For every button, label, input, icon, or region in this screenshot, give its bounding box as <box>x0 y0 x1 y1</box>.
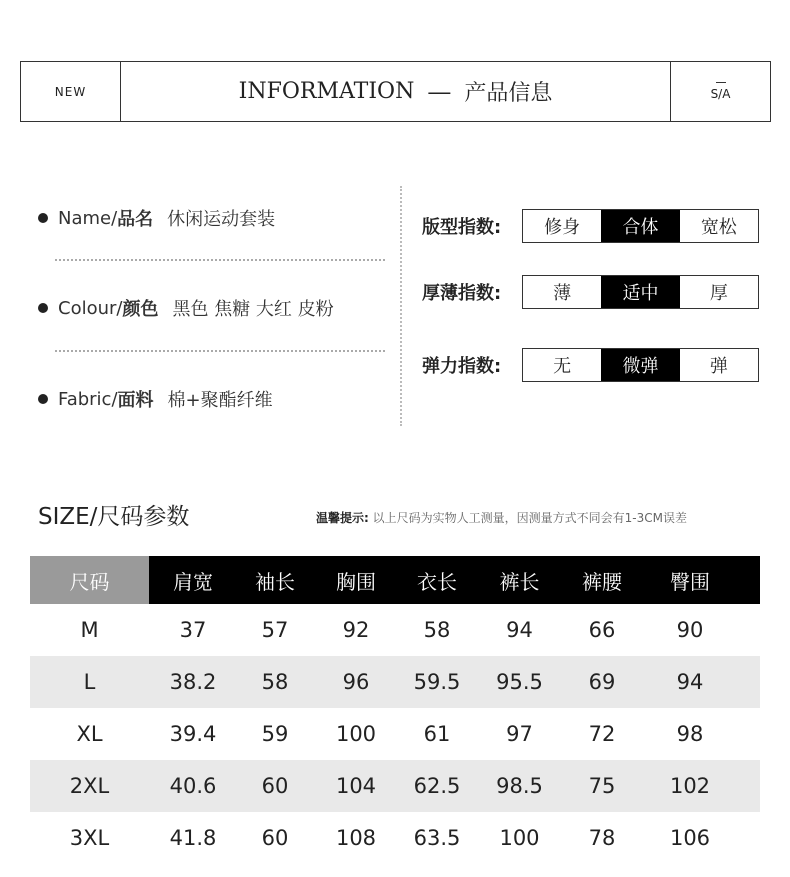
info-colour <box>38 295 334 321</box>
new-label: NEW <box>21 62 121 121</box>
table-cell: 90 <box>676 618 704 642</box>
table-cell: M <box>80 618 99 642</box>
info-colour-value: 黑色 焦糖 大红 皮粉 <box>172 299 334 320</box>
table-cell: 75 <box>588 774 616 798</box>
table-cell: 2XL <box>69 774 110 798</box>
elasticity-index-options <box>522 348 759 382</box>
table-cell: 60 <box>261 826 289 850</box>
table-cell: 108 <box>335 826 377 850</box>
bullet-icon <box>38 394 48 404</box>
table-cell: 98 <box>676 722 704 746</box>
table-header-cell: 尺码 <box>30 556 149 604</box>
table-cell: 60 <box>261 774 289 798</box>
header-title <box>121 62 670 121</box>
table-cell: 58 <box>423 618 451 642</box>
table-cell: 94 <box>506 618 533 642</box>
table-cell: 94 <box>676 670 704 694</box>
fit-option-loose: 宽松 <box>700 217 737 238</box>
table-cell: 38.2 <box>169 670 217 694</box>
info-colour-en: Colour/ <box>58 297 123 319</box>
elasticity-index <box>422 348 759 382</box>
sa-label: S/A <box>710 87 731 101</box>
info-name <box>38 205 275 231</box>
size-tip-text: 以上尺码为实物人工测量，因测量方式不同会有1-3CM误差 <box>372 511 687 525</box>
info-name-cn: 品名 <box>117 209 154 230</box>
table-cell: 69 <box>588 670 616 694</box>
table-cell: L <box>83 670 96 694</box>
table-cell: 100 <box>335 722 377 746</box>
info-name-en: Name/ <box>58 207 118 229</box>
table-header-cell: 衣长 <box>417 569 457 594</box>
table-header-cell: 臀围 <box>670 569 710 594</box>
elasticity-option-slight: 微弹 <box>601 349 679 381</box>
table-cell: 37 <box>179 618 207 642</box>
table-row <box>30 708 760 760</box>
table-cell: 58 <box>261 670 289 694</box>
divider <box>55 259 385 261</box>
table-cell: 78 <box>588 826 616 850</box>
info-name-value: 休闲运动套装 <box>167 209 276 230</box>
thickness-index-options <box>522 275 759 309</box>
sa-label-box <box>670 62 770 121</box>
table-cell: 39.4 <box>169 722 217 746</box>
thickness-index <box>422 275 759 309</box>
table-cell: 62.5 <box>413 774 461 798</box>
table-cell: 97 <box>506 722 533 746</box>
elasticity-option-stretch: 弹 <box>709 356 728 377</box>
table-cell: 3XL <box>69 826 110 850</box>
table-cell: 59.5 <box>413 670 461 694</box>
table-cell: 66 <box>588 618 616 642</box>
thickness-option-thin: 薄 <box>553 283 572 304</box>
info-fabric-value: 棉+聚酯纤维 <box>167 390 273 411</box>
table-header-cell: 袖长 <box>255 569 295 594</box>
bullet-icon <box>38 213 48 223</box>
table-cell: 96 <box>342 670 370 694</box>
fit-index <box>422 209 759 243</box>
info-header <box>20 61 771 122</box>
sa-bar <box>716 82 726 83</box>
thickness-option-medium: 适中 <box>601 276 679 308</box>
header-title-en: INFORMATION <box>238 79 415 104</box>
table-header-row <box>30 556 760 604</box>
fit-option-slim: 修身 <box>544 217 581 238</box>
table-cell: 59 <box>261 722 289 746</box>
table-cell: 72 <box>588 722 616 746</box>
table-header-cell: 胸围 <box>336 569 376 594</box>
elasticity-index-label: 弹力指数: <box>422 356 502 377</box>
table-cell: 102 <box>669 774 711 798</box>
size-title: SIZE/尺码参数 <box>38 504 190 530</box>
table-cell: 41.8 <box>169 826 217 850</box>
header-title-sep: — <box>428 78 451 104</box>
elasticity-option-none: 无 <box>553 356 572 377</box>
table-cell: 63.5 <box>413 826 461 850</box>
table-row <box>30 656 760 708</box>
table-header-cell: 肩宽 <box>173 569 213 594</box>
thickness-option-thick: 厚 <box>709 283 728 304</box>
header-title-cn: 产品信息 <box>464 81 553 106</box>
table-row <box>30 812 760 864</box>
fit-index-options <box>522 209 759 243</box>
size-tip-label: 温馨提示: <box>316 511 369 525</box>
fit-index-label: 版型指数: <box>422 217 502 238</box>
table-cell: 95.5 <box>496 670 543 694</box>
table-cell: 57 <box>261 618 289 642</box>
thickness-index-label: 厚薄指数: <box>422 283 502 304</box>
table-cell: 106 <box>669 826 711 850</box>
divider <box>55 350 385 352</box>
info-fabric <box>38 386 273 412</box>
info-colour-cn: 颜色 <box>122 299 159 320</box>
table-cell: 40.6 <box>169 774 217 798</box>
table-cell: 100 <box>499 826 540 850</box>
vertical-divider <box>400 186 402 426</box>
bullet-icon <box>38 303 48 313</box>
table-cell: 98.5 <box>496 774 543 798</box>
info-fabric-cn: 面料 <box>117 390 154 411</box>
table-cell: XL <box>76 722 103 746</box>
table-cell: 92 <box>342 618 370 642</box>
table-cell: 61 <box>423 722 451 746</box>
table-row <box>30 604 760 656</box>
table-cell: 104 <box>335 774 377 798</box>
table-header-cell: 裤长 <box>499 569 540 594</box>
size-table <box>30 556 760 864</box>
info-fabric-en: Fabric/ <box>58 388 118 410</box>
table-row <box>30 760 760 812</box>
table-header-cell: 裤腰 <box>582 569 622 594</box>
fit-option-regular: 合体 <box>601 210 679 242</box>
size-tip <box>316 509 687 526</box>
